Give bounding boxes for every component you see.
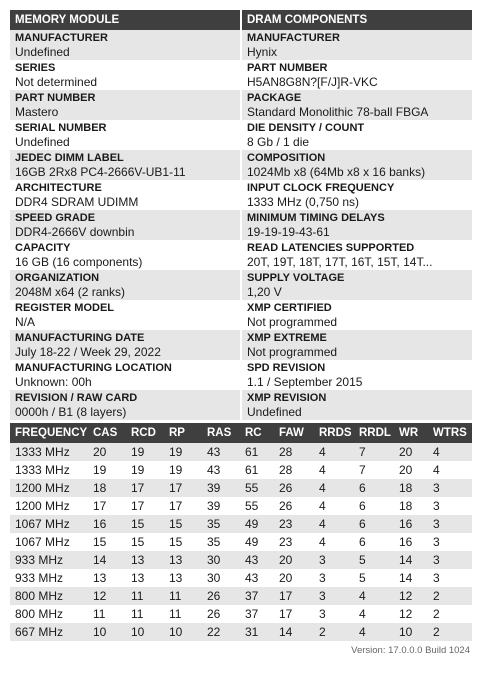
memory-module-header: MEMORY MODULE <box>10 10 240 30</box>
dram-component-row <box>242 90 472 120</box>
timing-cell: 14 <box>394 569 428 587</box>
timing-cell: 43 <box>240 551 274 569</box>
timing-header-row <box>10 423 472 443</box>
memory-module-row <box>10 210 240 240</box>
timing-cell: 11 <box>164 605 202 623</box>
timing-cell: 17 <box>274 605 314 623</box>
memory-module-value: DDR4-2666V downbin <box>15 225 135 239</box>
timing-cell: 26 <box>274 497 314 515</box>
timing-cell: 4 <box>314 515 354 533</box>
timing-cell: 15 <box>88 533 126 551</box>
memory-module-row <box>10 90 240 120</box>
dram-component-value: Standard Monolithic 78-ball FBGA <box>247 105 429 119</box>
timing-column-header: WTRS <box>428 423 472 443</box>
dram-component-row <box>242 180 472 210</box>
timing-cell: 13 <box>126 551 164 569</box>
memory-module-value: Undefined <box>15 45 70 59</box>
timing-cell: 4 <box>428 443 472 461</box>
timing-cell: 22 <box>202 623 240 641</box>
memory-module-value: DDR4 SDRAM UDIMM <box>15 195 139 209</box>
timing-cell: 10 <box>164 623 202 641</box>
memory-module-row <box>10 180 240 210</box>
dram-component-value: 8 Gb / 1 die <box>247 135 310 149</box>
timing-cell: 20 <box>274 551 314 569</box>
timing-row <box>10 497 472 515</box>
timing-cell: 3 <box>428 551 472 569</box>
timing-cell: 4 <box>314 479 354 497</box>
dram-component-label: XMP REVISION <box>247 392 327 404</box>
timing-cell: 1200 MHz <box>10 479 88 497</box>
timing-cell: 19 <box>126 443 164 461</box>
timing-cell: 4 <box>314 533 354 551</box>
memory-module-panel <box>10 10 240 420</box>
memory-module-label: MANUFACTURING DATE <box>15 332 145 344</box>
memory-module-row <box>10 360 240 390</box>
dram-component-label: PACKAGE <box>247 92 302 104</box>
timing-cell: 10 <box>394 623 428 641</box>
timing-cell: 30 <box>202 551 240 569</box>
timing-cell: 43 <box>240 569 274 587</box>
timing-cell: 3 <box>428 533 472 551</box>
dram-component-row <box>242 330 472 360</box>
timing-cell: 20 <box>394 443 428 461</box>
timing-cell: 17 <box>126 479 164 497</box>
timing-cell: 17 <box>164 479 202 497</box>
timing-cell: 43 <box>202 443 240 461</box>
dram-component-label: DIE DENSITY / COUNT <box>247 122 365 134</box>
timing-row <box>10 515 472 533</box>
timing-cell: 800 MHz <box>10 587 88 605</box>
dram-component-row <box>242 30 472 60</box>
memory-module-value: 16 GB (16 components) <box>15 255 143 269</box>
timing-column-header: WR <box>394 423 428 443</box>
memory-module-row <box>10 390 240 420</box>
memory-module-value: 0000h / B1 (8 layers) <box>15 405 127 419</box>
timing-cell: 13 <box>164 569 202 587</box>
timing-cell: 18 <box>394 497 428 515</box>
timing-cell: 17 <box>88 497 126 515</box>
timing-cell: 3 <box>314 551 354 569</box>
timing-cell: 4 <box>314 443 354 461</box>
memory-module-label: ARCHITECTURE <box>15 182 102 194</box>
dram-component-row <box>242 300 472 330</box>
timing-cell: 13 <box>88 569 126 587</box>
dram-component-row <box>242 60 472 90</box>
dram-component-label: XMP CERTIFIED <box>247 302 332 314</box>
timing-cell: 55 <box>240 479 274 497</box>
memory-module-row <box>10 30 240 60</box>
timing-column-header: RRDL <box>354 423 394 443</box>
dram-component-value: 1024Mb x8 (64Mb x8 x 16 banks) <box>247 165 426 179</box>
dram-component-label: MANUFACTURER <box>247 32 340 44</box>
dram-component-value: Hynix <box>247 45 278 59</box>
timing-cell: 13 <box>164 551 202 569</box>
timing-cell: 61 <box>240 443 274 461</box>
timing-cell: 4 <box>314 461 354 479</box>
timing-cell: 30 <box>202 569 240 587</box>
timing-cell: 37 <box>240 605 274 623</box>
timing-cell: 19 <box>164 443 202 461</box>
timing-cell: 2 <box>314 623 354 641</box>
timing-row <box>10 461 472 479</box>
timing-cell: 15 <box>126 533 164 551</box>
dram-components-panel <box>242 10 472 420</box>
memory-module-value: N/A <box>15 315 36 329</box>
timing-cell: 14 <box>88 551 126 569</box>
timing-cell: 11 <box>88 605 126 623</box>
timing-cell: 19 <box>88 461 126 479</box>
timing-cell: 1333 MHz <box>10 461 88 479</box>
timing-cell: 15 <box>126 515 164 533</box>
timing-cell: 12 <box>394 587 428 605</box>
timing-cell: 1067 MHz <box>10 515 88 533</box>
timing-cell: 15 <box>164 533 202 551</box>
memory-module-value: Not determined <box>15 75 98 89</box>
timing-cell: 6 <box>354 533 394 551</box>
timing-cell: 37 <box>240 587 274 605</box>
timing-cell: 3 <box>314 569 354 587</box>
timing-cell: 800 MHz <box>10 605 88 623</box>
timing-cell: 6 <box>354 479 394 497</box>
memory-module-value: Mastero <box>15 105 59 119</box>
dram-component-value: 1333 MHz (0,750 ns) <box>247 195 360 209</box>
timing-cell: 14 <box>274 623 314 641</box>
timing-cell: 26 <box>202 605 240 623</box>
timing-cell: 2 <box>428 623 472 641</box>
dram-component-label: PART NUMBER <box>247 62 328 74</box>
timing-cell: 39 <box>202 479 240 497</box>
timing-column-header: CAS <box>88 423 126 443</box>
dram-component-row <box>242 210 472 240</box>
timing-cell: 13 <box>126 569 164 587</box>
dram-component-label: SUPPLY VOLTAGE <box>247 272 345 284</box>
memory-module-label: REGISTER MODEL <box>15 302 115 314</box>
timing-cell: 5 <box>354 569 394 587</box>
memory-module-value: 16GB 2Rx8 PC4-2666V-UB1-11 <box>15 165 186 179</box>
dram-component-value: H5AN8G8N?[F/J]R-VKC <box>247 75 378 89</box>
timing-cell: 23 <box>274 533 314 551</box>
memory-module-label: PART NUMBER <box>15 92 96 104</box>
timing-cell: 933 MHz <box>10 569 88 587</box>
timing-column-header: FREQUENCY <box>10 423 88 443</box>
timing-cell: 16 <box>394 515 428 533</box>
timing-cell: 39 <box>202 497 240 515</box>
timing-cell: 4 <box>428 461 472 479</box>
dram-component-value: Not programmed <box>247 345 338 359</box>
timing-cell: 2 <box>428 605 472 623</box>
timing-cell: 15 <box>164 515 202 533</box>
dram-component-label: XMP EXTREME <box>247 332 327 344</box>
timing-row <box>10 569 472 587</box>
timing-cell: 1200 MHz <box>10 497 88 515</box>
timing-cell: 19 <box>164 461 202 479</box>
timing-cell: 49 <box>240 515 274 533</box>
timing-cell: 3 <box>428 479 472 497</box>
memory-module-label: SPEED GRADE <box>15 212 96 224</box>
dram-component-row <box>242 360 472 390</box>
dram-component-row <box>242 240 472 270</box>
timing-row <box>10 533 472 551</box>
timing-cell: 6 <box>354 515 394 533</box>
dram-component-row <box>242 120 472 150</box>
dram-component-value: Undefined <box>247 405 302 419</box>
timing-table <box>10 423 472 641</box>
timing-cell: 4 <box>314 497 354 515</box>
timing-cell: 35 <box>202 533 240 551</box>
timing-cell: 16 <box>88 515 126 533</box>
timing-cell: 1333 MHz <box>10 443 88 461</box>
timing-row <box>10 551 472 569</box>
memory-module-row <box>10 120 240 150</box>
memory-module-label: JEDEC DIMM LABEL <box>15 152 124 164</box>
memory-module-row <box>10 270 240 300</box>
memory-module-row <box>10 300 240 330</box>
memory-module-row <box>10 330 240 360</box>
memory-module-row <box>10 240 240 270</box>
dram-component-value: 20T, 19T, 18T, 17T, 16T, 15T, 14T... <box>247 255 433 269</box>
timing-cell: 19 <box>126 461 164 479</box>
timing-column-header: RAS <box>202 423 240 443</box>
dram-component-value: 1.1 / September 2015 <box>247 375 363 389</box>
timing-cell: 11 <box>164 587 202 605</box>
dram-component-label: MINIMUM TIMING DELAYS <box>247 212 385 224</box>
dram-component-label: READ LATENCIES SUPPORTED <box>247 242 415 254</box>
timing-row <box>10 605 472 623</box>
timing-cell: 1067 MHz <box>10 533 88 551</box>
timing-cell: 3 <box>314 587 354 605</box>
timing-cell: 4 <box>354 605 394 623</box>
memory-module-label: MANUFACTURING LOCATION <box>15 362 172 374</box>
dram-component-row <box>242 390 472 420</box>
timing-cell: 5 <box>354 551 394 569</box>
timing-cell: 43 <box>202 461 240 479</box>
timing-cell: 3 <box>428 497 472 515</box>
timing-column-header: RCD <box>126 423 164 443</box>
timing-cell: 28 <box>274 443 314 461</box>
memory-module-row <box>10 60 240 90</box>
timing-cell: 3 <box>428 515 472 533</box>
timing-cell: 4 <box>354 587 394 605</box>
timing-cell: 667 MHz <box>10 623 88 641</box>
timing-cell: 55 <box>240 497 274 515</box>
timing-cell: 20 <box>274 569 314 587</box>
timing-cell: 6 <box>354 497 394 515</box>
timing-cell: 20 <box>88 443 126 461</box>
timing-cell: 26 <box>274 479 314 497</box>
dram-component-value: 1,20 V <box>247 285 282 299</box>
version-label: Version: 17.0.0.0 Build 1024 <box>351 645 470 656</box>
timing-cell: 26 <box>202 587 240 605</box>
dram-component-value: 19-19-19-43-61 <box>247 225 330 239</box>
dram-component-row <box>242 270 472 300</box>
timing-cell: 20 <box>394 461 428 479</box>
timing-cell: 17 <box>126 497 164 515</box>
timing-cell: 11 <box>126 587 164 605</box>
memory-module-label: MANUFACTURER <box>15 32 108 44</box>
timing-row <box>10 587 472 605</box>
timing-row <box>10 623 472 641</box>
timing-cell: 14 <box>394 551 428 569</box>
timing-cell: 23 <box>274 515 314 533</box>
memory-module-value: July 18-22 / Week 29, 2022 <box>15 345 161 359</box>
dram-component-row <box>242 150 472 180</box>
timing-cell: 31 <box>240 623 274 641</box>
timing-column-header: RP <box>164 423 202 443</box>
info-columns <box>10 10 472 420</box>
dram-component-label: COMPOSITION <box>247 152 326 164</box>
spd-report <box>10 10 472 656</box>
memory-module-label: CAPACITY <box>15 242 71 254</box>
memory-module-label: ORGANIZATION <box>15 272 100 284</box>
timing-cell: 16 <box>394 533 428 551</box>
timing-cell: 12 <box>394 605 428 623</box>
memory-module-label: SERIAL NUMBER <box>15 122 107 134</box>
timing-cell: 28 <box>274 461 314 479</box>
timing-row <box>10 479 472 497</box>
timing-cell: 933 MHz <box>10 551 88 569</box>
memory-module-label: REVISION / RAW CARD <box>15 392 138 404</box>
timing-cell: 10 <box>126 623 164 641</box>
timing-column-header: RRDS <box>314 423 354 443</box>
memory-module-row <box>10 150 240 180</box>
timing-cell: 4 <box>354 623 394 641</box>
dram-components-header: DRAM COMPONENTS <box>242 10 472 30</box>
timing-column-header: RC <box>240 423 274 443</box>
memory-module-label: SERIES <box>15 62 56 74</box>
timing-cell: 12 <box>88 587 126 605</box>
timing-cell: 7 <box>354 443 394 461</box>
timing-cell: 49 <box>240 533 274 551</box>
timing-cell: 11 <box>126 605 164 623</box>
timing-cell: 18 <box>394 479 428 497</box>
timing-cell: 10 <box>88 623 126 641</box>
timing-cell: 61 <box>240 461 274 479</box>
dram-component-value: Not programmed <box>247 315 338 329</box>
timing-cell: 3 <box>428 569 472 587</box>
memory-module-value: Unknown: 00h <box>15 375 92 389</box>
timing-row <box>10 443 472 461</box>
memory-module-value: 2048M x64 (2 ranks) <box>15 285 126 299</box>
timing-column-header: FAW <box>274 423 314 443</box>
timing-cell: 7 <box>354 461 394 479</box>
dram-component-label: SPD REVISION <box>247 362 326 374</box>
timing-cell: 35 <box>202 515 240 533</box>
timing-cell: 2 <box>428 587 472 605</box>
timing-body <box>10 443 472 641</box>
timing-cell: 17 <box>274 587 314 605</box>
memory-module-value: Undefined <box>15 135 70 149</box>
timing-cell: 17 <box>164 497 202 515</box>
timing-cell: 18 <box>88 479 126 497</box>
timing-cell: 3 <box>314 605 354 623</box>
dram-component-label: INPUT CLOCK FREQUENCY <box>247 182 395 194</box>
